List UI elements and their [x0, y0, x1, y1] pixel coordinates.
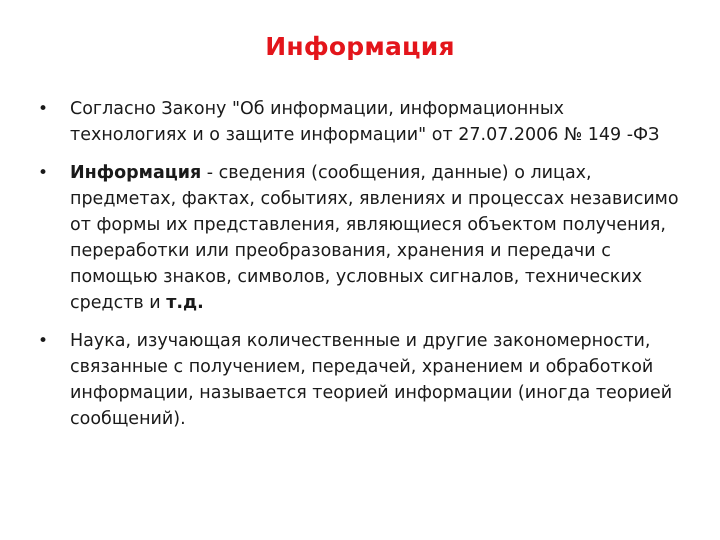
bullet-text-law: Согласно Закону "Об информации, информационных технологиях и о защите информации" от 27.07.2006 № 149 -ФЗ [70, 99, 660, 145]
bullet-item-science [36, 328, 686, 432]
bullet-icon: • [37, 99, 49, 119]
bullet-icon: • [37, 331, 49, 351]
bullet-icon: • [37, 163, 49, 183]
slide-title: Информация [265, 32, 455, 61]
term-information: Информация [70, 163, 202, 183]
bullet-item-definition [36, 160, 686, 316]
bullet-list [36, 96, 686, 432]
bullet-text-science: Наука, изучающая количественные и другие закономерности, связанные с получением, передачей, хранением и обработкой информации, называется теорией информации (иногда теорией сообщений). [70, 331, 673, 429]
bullet-item-law [36, 96, 686, 148]
bullet-text-definition: - сведения (сообщения, данные) о лицах, предметах, фактах, событиях, явлениях и процессах независимо от формы их представления, являющиеся объектом получения, переработки или преобразования, хранения и передачи с помощью знаков, символов, условных сигналов, технических средств и [70, 163, 679, 313]
term-etc: т.д. [166, 293, 204, 313]
